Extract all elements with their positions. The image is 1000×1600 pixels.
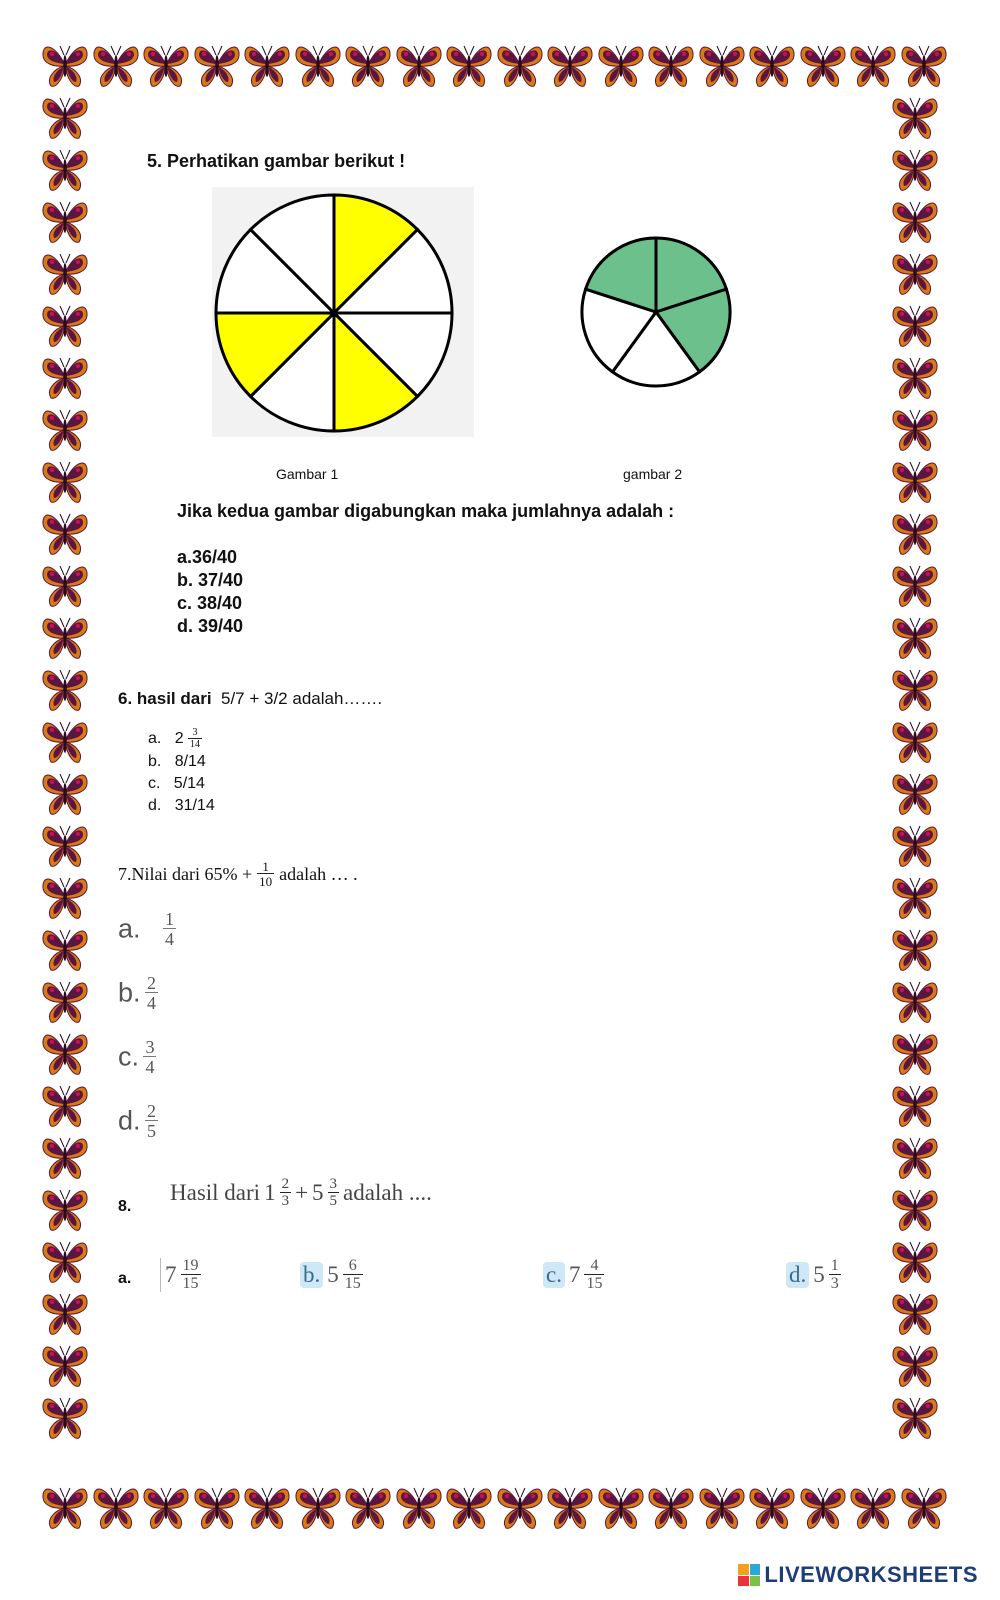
butterfly-icon: [798, 1482, 848, 1532]
butterfly-icon: [242, 1482, 292, 1532]
butterfly-icon: [890, 1236, 940, 1286]
butterfly-icon: [890, 924, 940, 974]
option-text: 31/14: [174, 797, 215, 815]
butterfly-icon: [40, 404, 90, 454]
fraction: [145, 1102, 158, 1140]
butterfly-icon: [697, 40, 747, 90]
option-letter: d.: [786, 1262, 809, 1288]
butterfly-icon: [293, 1482, 343, 1532]
butterfly-icon: [890, 716, 940, 766]
butterfly-icon: [890, 872, 940, 922]
q7-title: [118, 860, 358, 888]
q5-option-b[interactable]: b. 37/40: [177, 570, 244, 590]
q7-fraction: [257, 860, 274, 888]
butterfly-icon: [40, 1080, 90, 1130]
butterfly-icon: [141, 40, 191, 90]
butterfly-icon: [444, 1482, 494, 1532]
butterfly-icon: [646, 40, 696, 90]
butterfly-icon: [242, 40, 292, 90]
whole-part: 7: [165, 1262, 177, 1287]
whole-part: 2: [174, 730, 184, 748]
fraction: [145, 974, 158, 1012]
fraction: [181, 1258, 201, 1292]
butterfly-icon: [596, 40, 646, 90]
butterfly-icon: [40, 1132, 90, 1182]
butterfly-icon: [91, 1482, 141, 1532]
numerator: 2: [146, 1101, 156, 1121]
butterfly-icon: [596, 1482, 646, 1532]
fraction: [343, 1258, 363, 1292]
q6-option-b[interactable]: [148, 751, 215, 773]
butterfly-icon: [545, 1482, 595, 1532]
butterfly-icon: [40, 1482, 90, 1532]
whole-part: 5: [327, 1262, 339, 1287]
butterfly-icon: [40, 352, 90, 402]
numerator: 1: [164, 909, 174, 929]
denominator: 4: [164, 929, 174, 949]
butterfly-icon: [40, 456, 90, 506]
butterfly-icon: [40, 768, 90, 818]
butterfly-icon: [890, 196, 940, 246]
butterfly-icon: [890, 1184, 940, 1234]
butterfly-icon: [40, 664, 90, 714]
q7-option-d[interactable]: [118, 1102, 158, 1140]
q7-prefix: 7.Nilai dari 65% +: [118, 863, 253, 884]
butterfly-icon: [40, 924, 90, 974]
butterfly-icon: [495, 1482, 545, 1532]
butterfly-icon: [40, 196, 90, 246]
option-letter: a.: [118, 913, 141, 944]
denominator: 3: [281, 1193, 290, 1209]
numerator: 6: [348, 1257, 357, 1274]
option-letter: b.: [118, 977, 141, 1008]
butterfly-icon: [91, 40, 141, 90]
q6-expression: 5/7 + 3/2 adalah…….: [221, 689, 383, 708]
butterfly-icon: [890, 976, 940, 1026]
butterfly-icon: [646, 1482, 696, 1532]
whole-part: 1: [264, 1180, 276, 1205]
butterfly-icon: [890, 508, 940, 558]
whole-part: 5: [312, 1180, 324, 1205]
q5-title: 5. Perhatikan gambar berikut !: [147, 151, 406, 171]
butterfly-icon: [798, 40, 848, 90]
butterfly-icon: [747, 1482, 797, 1532]
denominator: 14: [190, 739, 201, 750]
q6-options: [148, 728, 215, 817]
butterfly-icon: [40, 1392, 90, 1442]
butterfly-icon: [40, 976, 90, 1026]
q8-option-d[interactable]: [786, 1258, 841, 1292]
denominator: 5: [146, 1121, 156, 1141]
butterfly-icon: [40, 508, 90, 558]
butterfly-icon: [747, 40, 797, 90]
option-letter: b.: [300, 1262, 323, 1288]
butterfly-icon: [890, 248, 940, 298]
butterfly-icon: [890, 1080, 940, 1130]
numerator: 3: [192, 727, 198, 738]
q5-options: [177, 546, 243, 638]
logo-mark-icon: [738, 1564, 760, 1586]
butterfly-icon: [890, 404, 940, 454]
butterfly-icon: [890, 456, 940, 506]
denominator: 15: [344, 1275, 361, 1292]
butterfly-icon: [495, 40, 545, 90]
butterfly-icon: [40, 1184, 90, 1234]
option-letter: d.: [148, 797, 162, 815]
butterfly-icon: [545, 40, 595, 90]
option-text: 5/14: [173, 775, 205, 793]
q6-option-c[interactable]: [148, 773, 215, 795]
butterfly-icon: [40, 92, 90, 142]
plus-sign: +: [295, 1180, 309, 1205]
fraction: [143, 1038, 156, 1076]
butterfly-icon: [192, 1482, 242, 1532]
denominator: 10: [259, 874, 273, 889]
butterfly-icon: [40, 1028, 90, 1078]
butterfly-icon: [890, 300, 940, 350]
option-letter: c.: [148, 775, 161, 793]
q5-option-c[interactable]: c. 38/40: [177, 593, 243, 613]
option-letter: d.: [118, 1105, 141, 1136]
q5-prompt: Jika kedua gambar digabungkan maka jumlahnya adalah :: [177, 501, 675, 521]
numerator: 2: [146, 973, 156, 993]
q6-option-a[interactable]: [148, 728, 215, 750]
numerator: 1: [262, 859, 269, 874]
whole-part: 7: [568, 1262, 581, 1287]
option-letter: b.: [148, 753, 162, 771]
butterfly-icon: [343, 40, 393, 90]
butterfly-icon: [192, 40, 242, 90]
butterfly-icon: [40, 248, 90, 298]
numerator: 19: [182, 1257, 199, 1274]
q7-option-a[interactable]: [118, 910, 176, 948]
butterfly-icon: [890, 1392, 940, 1442]
q8-option-c[interactable]: [543, 1258, 604, 1292]
denominator: 15: [182, 1275, 199, 1292]
q6-number-label: 6. hasil dari: [118, 689, 212, 708]
denominator: 5: [329, 1193, 338, 1209]
q8-title: [170, 1177, 432, 1209]
butterfly-icon: [848, 1482, 898, 1532]
butterfly-icon: [890, 664, 940, 714]
butterfly-icon: [40, 820, 90, 870]
fraction: [163, 910, 176, 948]
butterfly-icon: [394, 1482, 444, 1532]
butterfly-icon: [890, 1340, 940, 1390]
butterfly-icon: [890, 820, 940, 870]
whole-part: 5: [813, 1262, 825, 1287]
q6-title: [118, 689, 382, 709]
q8-option-a[interactable]: [160, 1258, 201, 1292]
butterfly-icon: [890, 1132, 940, 1182]
numerator: 3: [329, 1176, 338, 1192]
brand-name: LIVEWORKSHEETS: [764, 1562, 978, 1587]
butterfly-icon: [40, 716, 90, 766]
butterfly-icon: [890, 92, 940, 142]
butterfly-icon: [40, 144, 90, 194]
denominator: 4: [145, 1057, 155, 1077]
numerator: 1: [830, 1257, 839, 1274]
fraction: [280, 1177, 292, 1209]
pie-chart-5-slices: [570, 226, 742, 391]
numerator: 3: [145, 1037, 155, 1057]
butterfly-icon: [293, 40, 343, 90]
option-letter: c.: [543, 1262, 565, 1288]
butterfly-icon: [40, 40, 90, 90]
fraction: [188, 728, 202, 750]
q8-option-b[interactable]: [300, 1258, 363, 1292]
butterfly-icon: [890, 1028, 940, 1078]
q8-answer-label: a.: [118, 1270, 132, 1287]
liveworksheets-logo[interactable]: [738, 1562, 978, 1588]
butterfly-icon: [40, 560, 90, 610]
butterfly-icon: [899, 1482, 949, 1532]
butterfly-icon: [40, 612, 90, 662]
butterfly-icon: [890, 768, 940, 818]
butterfly-icon: [444, 40, 494, 90]
option-letter: a.: [148, 730, 162, 748]
denominator: 4: [146, 993, 156, 1013]
q5-option-a[interactable]: a.36/40: [177, 547, 238, 567]
butterfly-icon: [697, 1482, 747, 1532]
figure-2-caption: gambar 2: [623, 466, 683, 482]
butterfly-icon: [40, 1340, 90, 1390]
pie-chart-8-slices: [212, 187, 474, 437]
q8-suffix: adalah ....: [343, 1180, 432, 1205]
butterfly-icon: [40, 872, 90, 922]
fraction: [829, 1258, 841, 1292]
q7-suffix: adalah … .: [279, 863, 358, 884]
butterfly-icon: [40, 1236, 90, 1286]
fraction: [584, 1258, 604, 1292]
butterfly-icon: [141, 1482, 191, 1532]
q7-option-c[interactable]: [118, 1038, 156, 1076]
numerator: 4: [590, 1257, 599, 1274]
denominator: 3: [830, 1275, 839, 1292]
q5-option-d[interactable]: d. 39/40: [177, 616, 244, 636]
butterfly-icon: [890, 612, 940, 662]
fraction: [328, 1177, 340, 1209]
butterfly-icon: [890, 144, 940, 194]
butterfly-icon: [40, 1288, 90, 1338]
figure-1-caption: Gambar 1: [276, 466, 339, 482]
figure-1: [212, 187, 474, 437]
butterfly-icon: [343, 1482, 393, 1532]
option-letter: c.: [118, 1041, 140, 1072]
butterfly-icon: [40, 300, 90, 350]
butterfly-icon: [899, 40, 949, 90]
q7-option-b[interactable]: [118, 974, 158, 1012]
figure-2: [570, 226, 742, 391]
butterfly-icon: [890, 560, 940, 610]
q6-option-d[interactable]: [148, 795, 215, 817]
option-text: 8/14: [174, 753, 206, 771]
butterfly-icon: [848, 40, 898, 90]
butterfly-icon: [394, 40, 444, 90]
q8-prefix: Hasil dari: [170, 1180, 261, 1205]
numerator: 2: [281, 1176, 290, 1192]
q8-number: 8.: [118, 1198, 132, 1215]
butterfly-icon: [890, 352, 940, 402]
denominator: 15: [586, 1275, 603, 1292]
butterfly-icon: [890, 1288, 940, 1338]
